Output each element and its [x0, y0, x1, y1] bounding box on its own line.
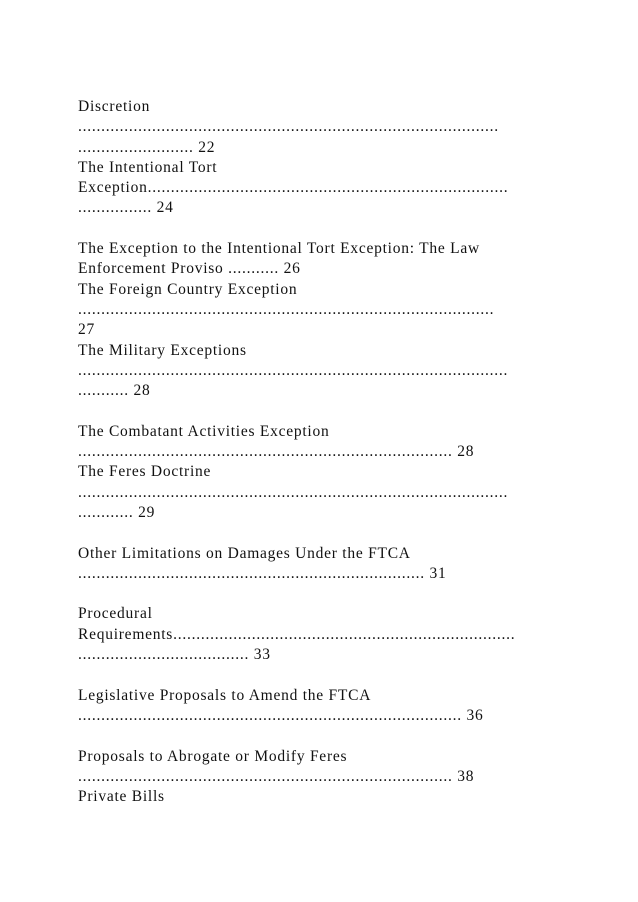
toc-entry-title: Proposals to Abrogate or Modify Feres: [78, 747, 348, 765]
toc-entry-title: Exception..............................................................................: [78, 179, 509, 197]
toc-entry-title: The Combatant Activities Exception: [78, 422, 330, 440]
toc-page-number: 27: [78, 321, 95, 339]
toc-leader-dots: ................................................................................... 36: [78, 706, 484, 724]
blank-line: [78, 523, 578, 543]
toc-leader-dots: .............................................................................................: [78, 361, 509, 379]
blank-line: [78, 584, 578, 604]
toc-page-number: ......................... 22: [78, 138, 216, 156]
toc-entry-title: Enforcement Proviso ........... 26: [78, 260, 301, 278]
toc-entry-title: The Exception to the Intentional Tort Exception: The Law: [78, 240, 480, 258]
toc-page-number: ............ 29: [78, 503, 156, 521]
toc-entry-title: The Intentional Tort: [78, 158, 218, 176]
toc-entry-title: Legislative Proposals to Amend the FTCA: [78, 686, 372, 704]
blank-line: [78, 219, 578, 239]
toc-entry-title: Other Limitations on Damages Under the FTCA: [78, 544, 411, 562]
toc-leader-dots: ................................................................................. 38: [78, 767, 475, 785]
toc-page-number: ................ 24: [78, 199, 174, 217]
document-page: [78, 97, 578, 807]
blank-line: [78, 726, 578, 746]
toc-leader-dots: ...........................................................................................: [78, 118, 499, 136]
toc-page-number: ..................................... 33: [78, 646, 271, 664]
toc-entry-title: Procedural: [78, 605, 153, 623]
toc-entry-title: The Foreign Country Exception: [78, 280, 298, 298]
toc-page-number: ........... 28: [78, 382, 151, 400]
toc-leader-dots: ........................................................................... 31: [78, 564, 447, 582]
toc-entry-title: Discretion: [78, 98, 151, 115]
toc-entry-title: Requirements..........................................................................: [78, 625, 516, 643]
toc-entry-title: The Military Exceptions: [78, 341, 247, 359]
toc-entry-title: The Feres Doctrine: [78, 463, 212, 481]
toc-leader-dots: .............................................................................................: [78, 483, 509, 501]
blank-line: [78, 665, 578, 685]
toc-leader-dots: ..........................................................................................: [78, 300, 495, 318]
blank-line: [78, 401, 578, 421]
toc-entry-title: Private Bills: [78, 788, 165, 806]
toc-leader-dots: ................................................................................. 28: [78, 443, 475, 461]
